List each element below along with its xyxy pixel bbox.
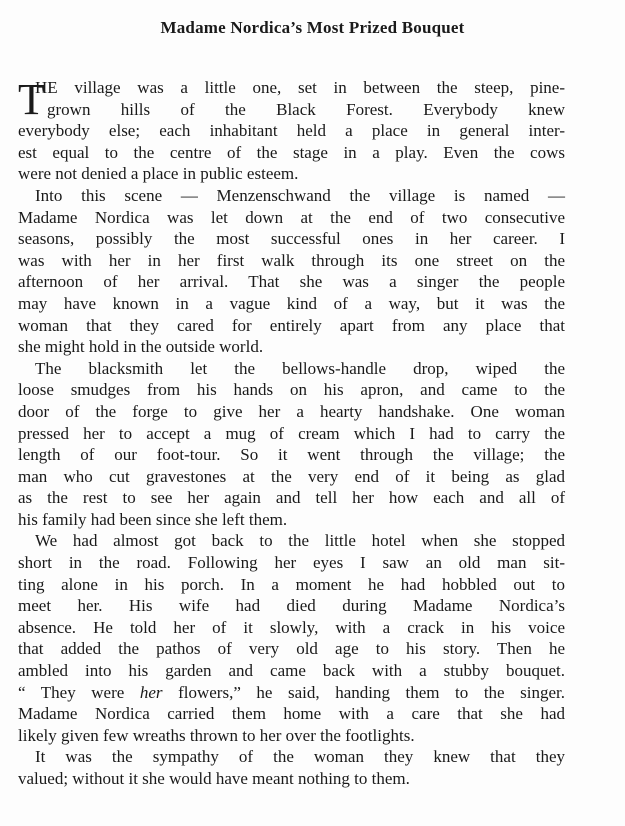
text-line: valued; without it she would have meant nothing to them. <box>18 769 410 788</box>
text-line: likely given few wreaths thrown to her over the footlights. <box>18 725 415 745</box>
text-line: est equal to the centre of the stage in a play. Even the cows <box>18 142 565 162</box>
text-line: It was the sympathy of the woman they knew that they <box>35 747 565 767</box>
italic-text: her <box>139 682 163 702</box>
text-segment: “ They were <box>18 682 140 702</box>
text-line: man who cut gravestones at the very end of it being as glad <box>18 466 565 486</box>
text-line: that added the pathos of very old age to his story. Then he <box>18 639 565 659</box>
text-line <box>18 682 565 704</box>
drop-cap: T <box>18 75 45 124</box>
text-line: grown hills of the Black Forest. Everybody knew <box>47 99 565 119</box>
text-line: Madame Nordica was let down at the end of two consecutive <box>18 207 565 227</box>
text-line: his family had been since she left them. <box>18 509 288 529</box>
text-line: loose smudges from his hands on his apron, and came to the <box>18 380 565 400</box>
text-line: may have known in a vague kind of a way, but it was the <box>18 293 565 313</box>
text-line: afternoon of her arrival. That she was a singer the people <box>18 272 565 292</box>
text-line: were not denied a place in public esteem. <box>18 164 299 184</box>
text-line: absence. He told her of it slowly, with a crack in his voice <box>18 617 565 637</box>
text-line: pressed her to accept a mug of cream which I had to carry the <box>18 423 565 443</box>
text-line: We had almost got back to the little hotel when she stopped <box>35 531 565 551</box>
paragraph <box>18 530 565 746</box>
text-line: Madame Nordica carried them home with a care that she had <box>18 704 565 724</box>
text-line: Into this scene — Menzenschwand the village is named — <box>35 185 565 205</box>
text-line: The blacksmith let the bellows-handle drop, wiped the <box>35 358 565 378</box>
text-line: everybody else; each inhabitant held a place in general inter- <box>18 121 565 141</box>
paragraph <box>18 746 565 789</box>
text-line: was with her in her first walk through its one street on the <box>18 250 565 270</box>
text-line: woman that they cared for entirely apart from any place that <box>18 315 565 335</box>
paragraph <box>18 77 565 185</box>
article-body <box>18 77 565 790</box>
text-line: ting alone in his porch. In a moment he had hobbled out to <box>18 574 565 594</box>
text-line: meet her. His wife had died during Madame Nordica’s <box>18 596 565 616</box>
text-line: door of the forge to give her a hearty handshake. One woman <box>18 401 565 421</box>
text-line: length of our foot-tour. So it went through the village; the <box>18 445 565 465</box>
text-line: seasons, possibly the most successful ones in her career. I <box>18 229 565 249</box>
text-line: as the rest to see her again and tell her how each and all of <box>18 488 565 508</box>
text-segment: flowers,” he said, handing them to the singer. <box>162 682 565 702</box>
text-line: short in the road. Following her eyes I saw an old man sit- <box>18 553 565 573</box>
text-line: she might hold in the outside world. <box>18 337 264 357</box>
paragraph <box>18 185 565 358</box>
paragraph <box>18 358 565 531</box>
text-line: HE village was a little one, set in between the steep, pine- <box>35 78 565 97</box>
text-line: ambled into his garden and came back with a stubby bouquet. <box>18 661 565 681</box>
article-title: Madame Nordica’s Most Prized Bouquet <box>160 18 465 37</box>
